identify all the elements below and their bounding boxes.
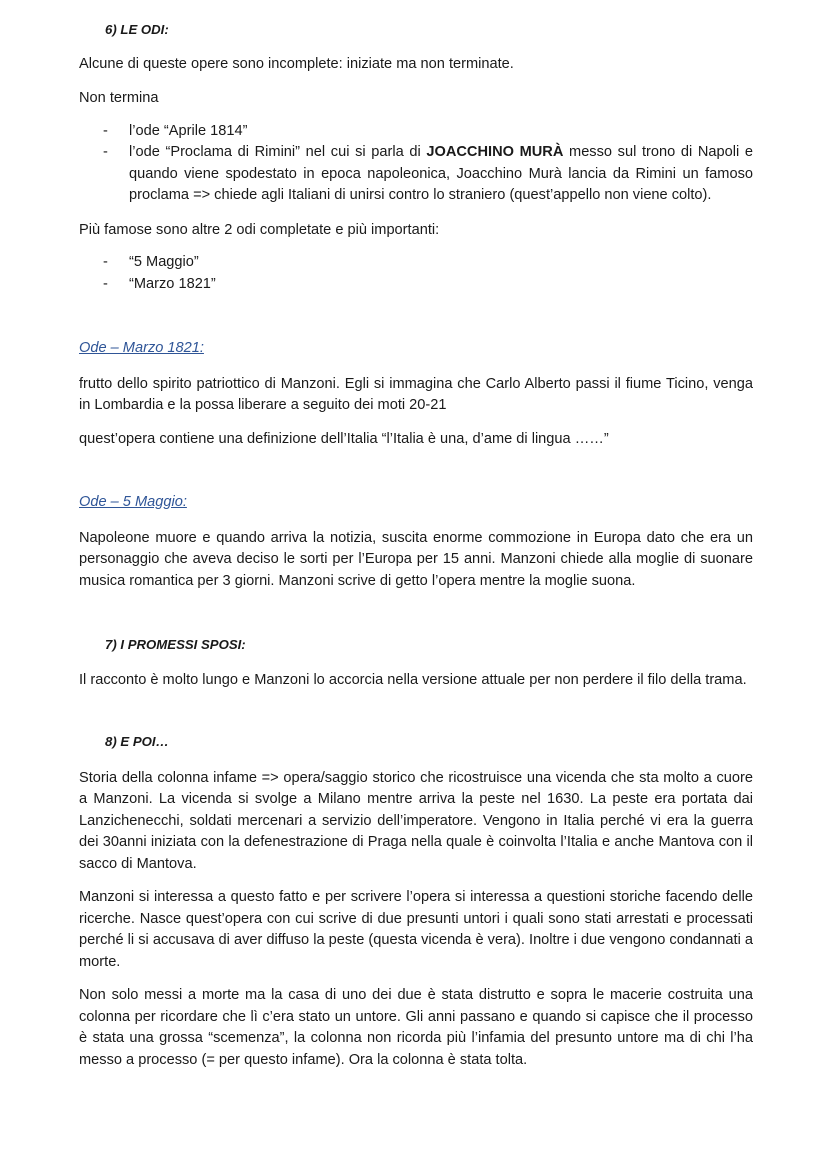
section-8-paragraph-1: Storia della colonna infame => opera/saggio storico che ricostruisce una vicenda che sta molto a cuore a Manzoni. La vicenda si svolge a Milano mentre arriva la peste nel 1630. La peste era portata dai Lanzichenecchi, soldati mercenari a servizio dell’imperatore. Vengono in Italia perché vi era la guerra dei 30anni iniziata con la defenestrazione di Praga nella quale è coinvolta l’Italia e anche Mantova con il sacco di Mantova. (79, 769, 753, 872)
section-7-heading: 7) I PROMESSI SPOSI: (105, 637, 246, 652)
section-8-paragraph-3: Non solo messi a morte ma la casa di uno dei due è stata distrutto e sopra le macerie costruita una colonna per ricordare che lì c’era stato un untore. Gli anni passano e quando si capisce che il processo è stata una grossa “scemenza”, la colonna non ricorda più l’infamia del presunto untore ma di chi l’ha messo a processo (= per questo infame). Ora la colonna è stata tolta. (79, 987, 753, 1068)
dash-bullet: - (103, 254, 108, 270)
list-item: - “Marzo 1821” (79, 274, 753, 296)
section-6-heading: 6) LE ODI: (105, 22, 169, 37)
dash-bullet: - (103, 122, 108, 139)
dash-bullet: - (103, 275, 108, 292)
unfinished-odes-list (79, 121, 753, 207)
dash-bullet: - (103, 144, 108, 160)
murat-name: JOACCHINO MURÀ (426, 144, 564, 160)
section-6-intro: Alcune di queste opere sono incomplete: iniziate ma non terminate. (79, 55, 514, 72)
ode-marzo-paragraph: frutto dello spirito patriottico di Manzoni. Egli si immagina che Carlo Alberto passi il fiume Ticino, venga in Lombardia e la possa liberare a seguito dei moti 20-21 (79, 375, 753, 413)
list-item: - “5 Maggio” (79, 252, 753, 274)
ode-marzo-definition: quest’opera contiene una definizione dell’Italia “l’Italia è una, d’ame di lingua ……” (79, 430, 609, 447)
section-7-paragraph: Il racconto è molto lungo e Manzoni lo accorcia nella versione attuale per non perdere il filo della trama. (79, 671, 747, 688)
famous-odes-list (79, 252, 753, 295)
ode-maggio-paragraph: Napoleone muore e quando arriva la notizia, suscita enorme commozione in Europa dato che era un personaggio che aveva deciso le sorti per l’Europa per 15 anni. Manzoni chiede alla moglie di suonare musica romantica per 3 giorni. Manzoni scrive di getto l’opera mentre la moglie suona. (79, 529, 753, 589)
famous-odes-intro: Più famose sono altre 2 odi completate e più importanti: (79, 221, 440, 238)
list-item: - l’ode “Aprile 1814” (79, 121, 753, 143)
not-finished-label: Non termina (79, 90, 159, 106)
ode-marzo-title: Ode – Marzo 1821: (79, 340, 204, 356)
ode-maggio-title: Ode – 5 Maggio: (79, 494, 187, 510)
section-8-paragraph-2: Manzoni si interessa a questo fatto e per scrivere l’opera si interessa a questioni storiche facendo delle ricerche. Nasce quest’opera con cui scrive di due presunti untori i quali sono stati arrestati e processati perché li si accusava di aver diffuso la peste (questa vicenda è vera). Inoltre i due vengono condannati a morte. (79, 889, 753, 970)
section-8-heading: 8) E POI… (105, 734, 169, 749)
list-item: - l’ode “Proclama di Rimini” nel cui si parla di JOACCHINO MURÀ messo sul trono di Napoli e quando viene spodestato in epoca napoleonica, Joacchino Murà lancia da Rimini un famoso proclama => chiede agli Italiani di unirsi contro lo straniero (quest’appello non viene colto). (103, 144, 754, 203)
